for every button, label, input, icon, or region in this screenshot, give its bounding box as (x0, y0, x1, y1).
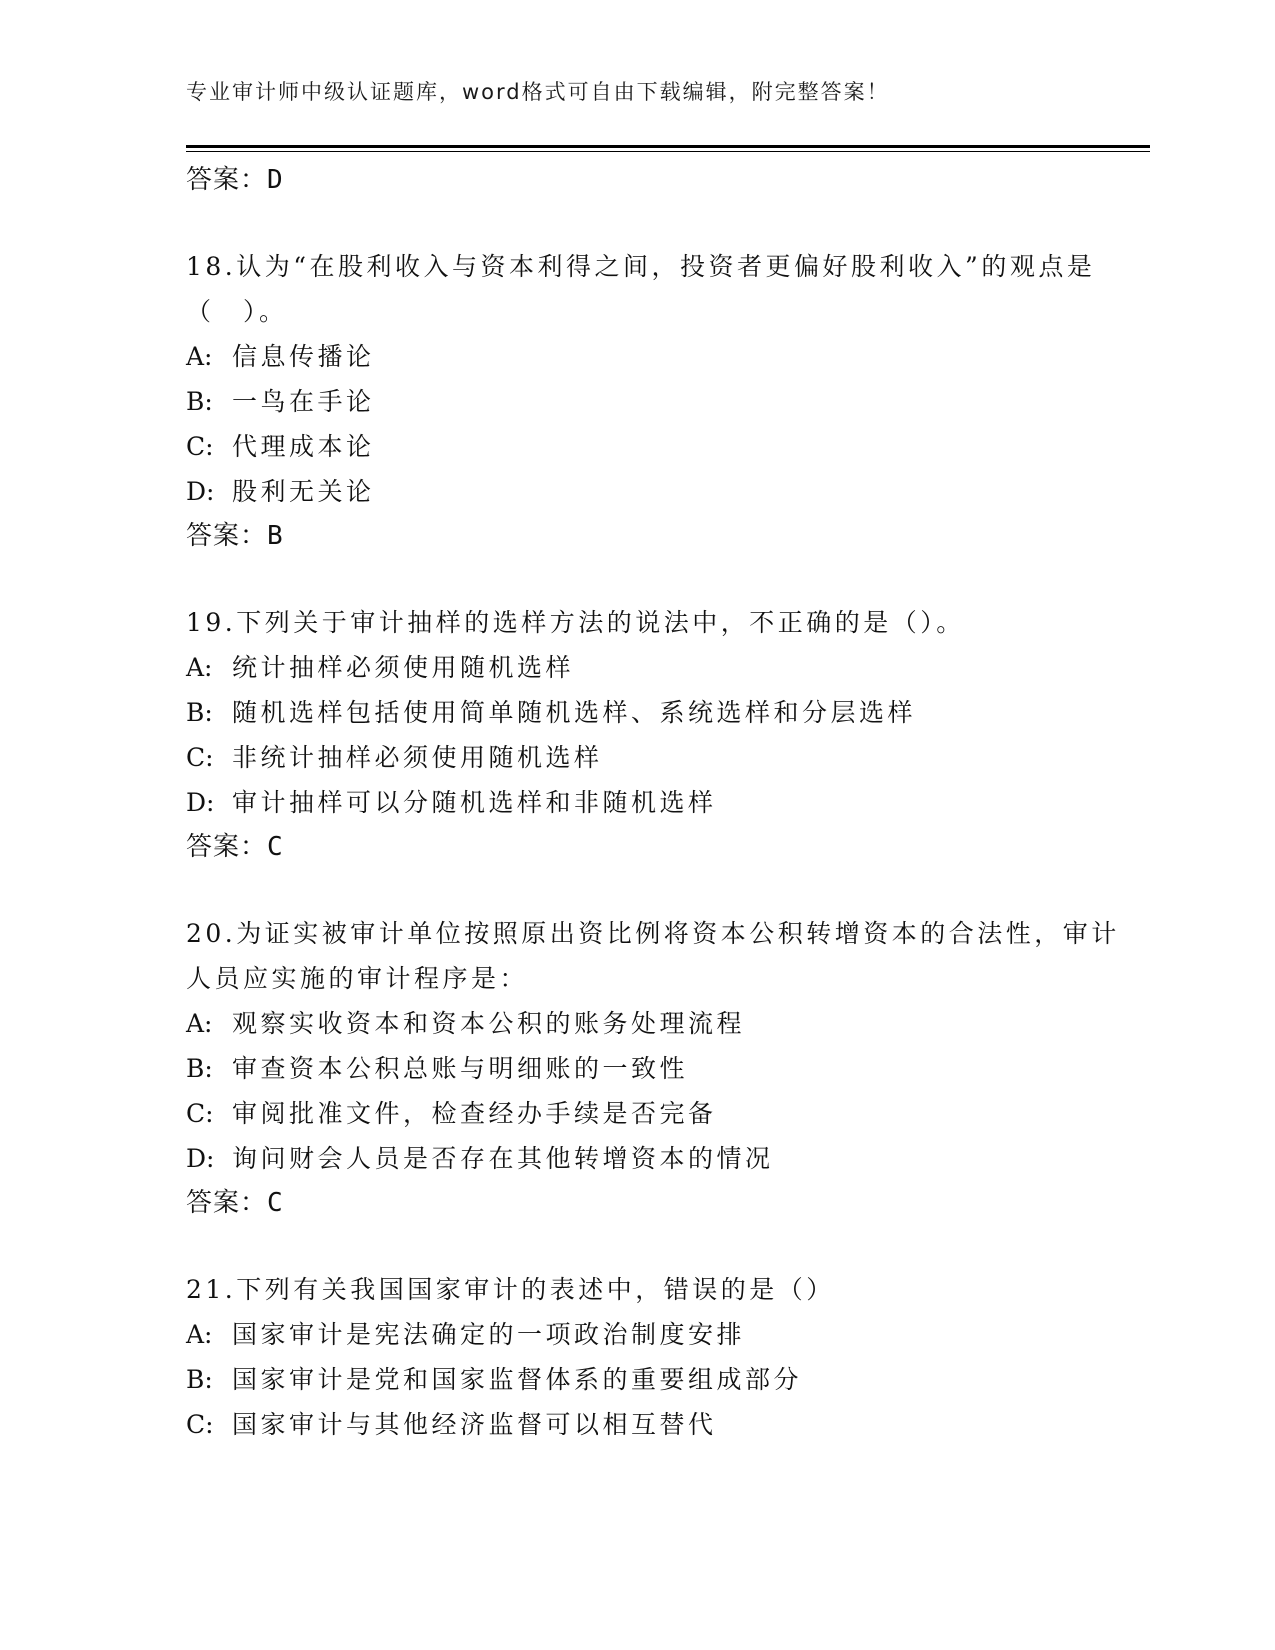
option-b (186, 1046, 1146, 1091)
answer-value: C (267, 1188, 283, 1218)
answer-value: C (267, 832, 283, 862)
answer-label: 答案： (186, 521, 268, 551)
option-text: 国家审计是党和国家监督体系的重要组成部分 (232, 1365, 803, 1394)
option-d (186, 780, 1146, 825)
option-letter: D: (186, 1144, 215, 1173)
option-text: 随机选样包括使用简单随机选样、系统选样和分层选样 (232, 698, 917, 727)
question-20 (186, 911, 1146, 1225)
answer-value: D (267, 165, 283, 195)
option-a (186, 334, 1146, 379)
option-a (186, 1312, 1146, 1357)
question-21 (186, 1267, 1146, 1447)
option-letter: C: (186, 432, 214, 461)
question-answer (186, 514, 1146, 558)
option-letter: B: (186, 698, 213, 727)
question-stem: 20.为证实被审计单位按照原出资比例将资本公积转增资本的合法性，审计人员应实施的审计程序是： (186, 919, 1120, 993)
answer-value: B (267, 521, 283, 551)
option-a (186, 645, 1146, 690)
option-text: 审查资本公积总账与明细账的一致性 (232, 1054, 689, 1083)
option-text: 审阅批准文件，检查经办手续是否完备 (232, 1099, 717, 1128)
page-header-text: 专业审计师中级认证题库，word格式可自由下载编辑，附完整答案！ (186, 80, 890, 104)
option-text: 股利无关论 (232, 477, 375, 506)
option-c (186, 1091, 1146, 1136)
option-letter: A: (186, 653, 213, 682)
previous-answer (186, 158, 1146, 202)
option-letter: A: (186, 1320, 213, 1349)
option-letter: B: (186, 1054, 213, 1083)
document-body (186, 158, 1146, 1447)
option-letter: D: (186, 788, 215, 817)
option-letter: D: (186, 477, 215, 506)
option-text: 信息传播论 (232, 342, 375, 371)
question-stem: 21.下列有关我国国家审计的表述中，错误的是（） (186, 1275, 835, 1304)
option-text: 国家审计是宪法确定的一项政治制度安排 (232, 1320, 746, 1349)
question-answer (186, 825, 1146, 869)
option-text: 代理成本论 (232, 432, 375, 461)
option-text: 询问财会人员是否存在其他转增资本的情况 (232, 1144, 774, 1173)
question-18 (186, 244, 1146, 558)
header-divider-thick (186, 145, 1150, 148)
option-letter: C: (186, 1099, 214, 1128)
answer-label: 答案： (186, 1188, 268, 1218)
option-b (186, 1357, 1146, 1402)
header-divider-thin (186, 151, 1150, 152)
option-letter: C: (186, 743, 214, 772)
option-c (186, 424, 1146, 469)
option-letter: A: (186, 342, 213, 371)
option-text: 国家审计与其他经济监督可以相互替代 (232, 1410, 717, 1439)
option-text: 非统计抽样必须使用随机选样 (232, 743, 603, 772)
option-b (186, 379, 1146, 424)
question-stem: 19.下列关于审计抽样的选样方法的说法中，不正确的是（）。 (186, 608, 965, 637)
option-letter: B: (186, 1365, 213, 1394)
question-stem: 18.认为“在股利收入与资本利得之间，投资者更偏好股利收入”的观点是（ ）。 (186, 252, 1096, 326)
option-letter: A: (186, 1009, 213, 1038)
option-b (186, 690, 1146, 735)
option-a (186, 1001, 1146, 1046)
option-d (186, 1136, 1146, 1181)
option-letter: C: (186, 1410, 214, 1439)
answer-label: 答案： (186, 165, 268, 195)
option-c (186, 1402, 1146, 1447)
option-text: 审计抽样可以分随机选样和非随机选样 (232, 788, 717, 817)
option-c (186, 735, 1146, 780)
answer-label: 答案： (186, 832, 268, 862)
option-letter: B: (186, 387, 213, 416)
question-answer (186, 1181, 1146, 1225)
option-d (186, 469, 1146, 514)
option-text: 一鸟在手论 (232, 387, 375, 416)
option-text: 观察实收资本和资本公积的账务处理流程 (232, 1009, 746, 1038)
option-text: 统计抽样必须使用随机选样 (232, 653, 575, 682)
question-19 (186, 600, 1146, 869)
